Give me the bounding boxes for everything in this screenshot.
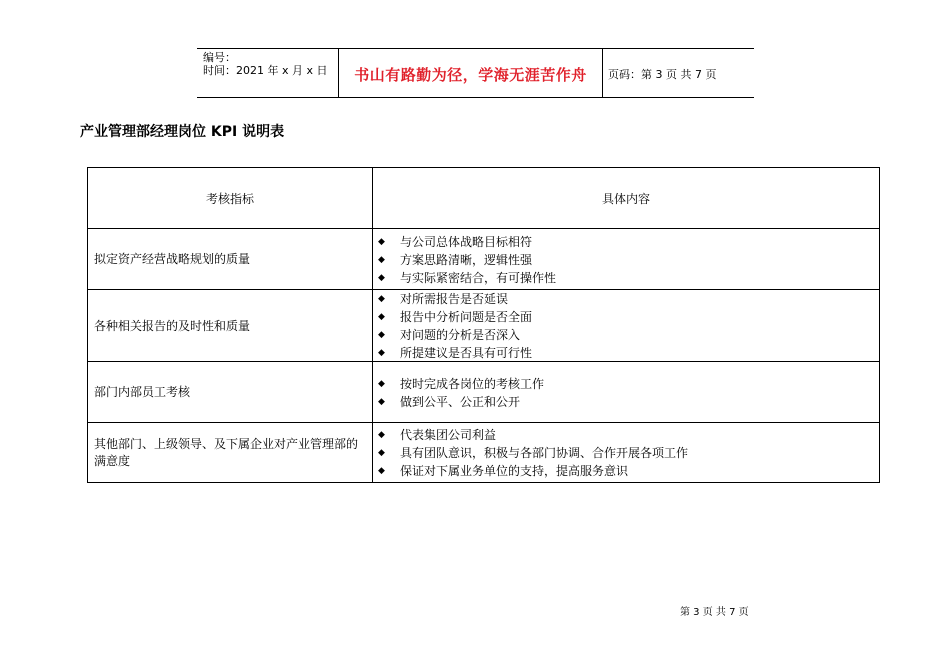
time-label: 时间：2021 年 x 月 x 日 (203, 64, 328, 77)
item-text: 对所需报告是否延误 (400, 292, 509, 306)
table-row (88, 289, 879, 362)
list-item (378, 375, 879, 393)
list-item (378, 308, 879, 326)
diamond-bullet-icon: ◆ (378, 294, 385, 304)
header-motto-cell (338, 49, 603, 97)
content-cell (373, 362, 879, 423)
item-text: 对问题的分析是否深入 (400, 328, 521, 342)
item-text: 按时完成各岗位的考核工作 (400, 376, 545, 391)
list-item (378, 393, 879, 411)
table-header-row (88, 168, 879, 228)
list-item (378, 269, 879, 287)
page-info: 页码：第 3 页 共 7 页 (608, 68, 717, 81)
list-item (378, 462, 879, 480)
table-row (88, 422, 879, 483)
diamond-bullet-icon: ◆ (378, 378, 385, 389)
diamond-bullet-icon: ◆ (378, 236, 385, 247)
content-cell (373, 229, 879, 290)
diamond-bullet-icon: ◆ (378, 448, 385, 458)
item-text: 保证对下属业务单位的支持，提高服务意识 (400, 464, 629, 478)
indicator-cell: 各种相关报告的及时性和质量 (94, 318, 251, 333)
list-item (378, 444, 879, 462)
column-header-content: 具体内容 (601, 191, 650, 206)
page-footer: 第 3 页 共 7 页 (680, 607, 749, 618)
number-label: 编号： (203, 51, 236, 64)
diamond-bullet-icon: ◆ (378, 430, 385, 440)
indicator-cell: 其他部门、上级领导、及下属企业对产业管理部的满意度 (94, 437, 359, 468)
motto-text: 书山有路勤为径，学海无涯苦作舟 (354, 66, 587, 84)
content-cell (373, 290, 879, 362)
item-text: 做到公平、公正和公开 (400, 394, 521, 409)
table-row (88, 361, 879, 423)
list-item (378, 344, 879, 362)
diamond-bullet-icon: ◆ (378, 348, 385, 358)
list-item (378, 426, 879, 444)
table-row (88, 228, 879, 290)
item-text: 方案思路清晰，逻辑性强 (400, 252, 533, 267)
indicator-cell: 部门内部员工考核 (94, 385, 191, 399)
item-text: 与实际紧密结合，有可操作性 (400, 270, 557, 285)
diamond-bullet-icon: ◆ (378, 272, 385, 283)
diamond-bullet-icon: ◆ (378, 254, 385, 265)
item-text: 与公司总体战略目标相符 (400, 234, 533, 249)
diamond-bullet-icon: ◆ (378, 312, 385, 322)
item-text: 具有团队意识，积极与各部门协调、合作开展各项工作 (400, 446, 689, 460)
page-title: 产业管理部经理岗位 KPI 说明表 (80, 124, 285, 140)
diamond-bullet-icon: ◆ (378, 330, 385, 340)
header-meta-cell (197, 49, 338, 97)
list-item (378, 326, 879, 344)
list-item (378, 290, 879, 308)
content-cell (373, 423, 879, 483)
list-item (378, 233, 879, 251)
header-page-cell (602, 49, 754, 97)
item-text: 报告中分析问题是否全面 (400, 310, 533, 324)
diamond-bullet-icon: ◆ (378, 396, 385, 407)
indicator-cell: 拟定资产经营战略规划的质量 (94, 252, 251, 266)
diamond-bullet-icon: ◆ (378, 466, 385, 476)
list-item (378, 251, 879, 269)
kpi-table (87, 167, 880, 483)
document-header (197, 48, 754, 98)
column-header-indicator: 考核指标 (205, 191, 254, 206)
item-text: 所提建议是否具有可行性 (400, 346, 533, 360)
item-text: 代表集团公司利益 (400, 428, 497, 442)
